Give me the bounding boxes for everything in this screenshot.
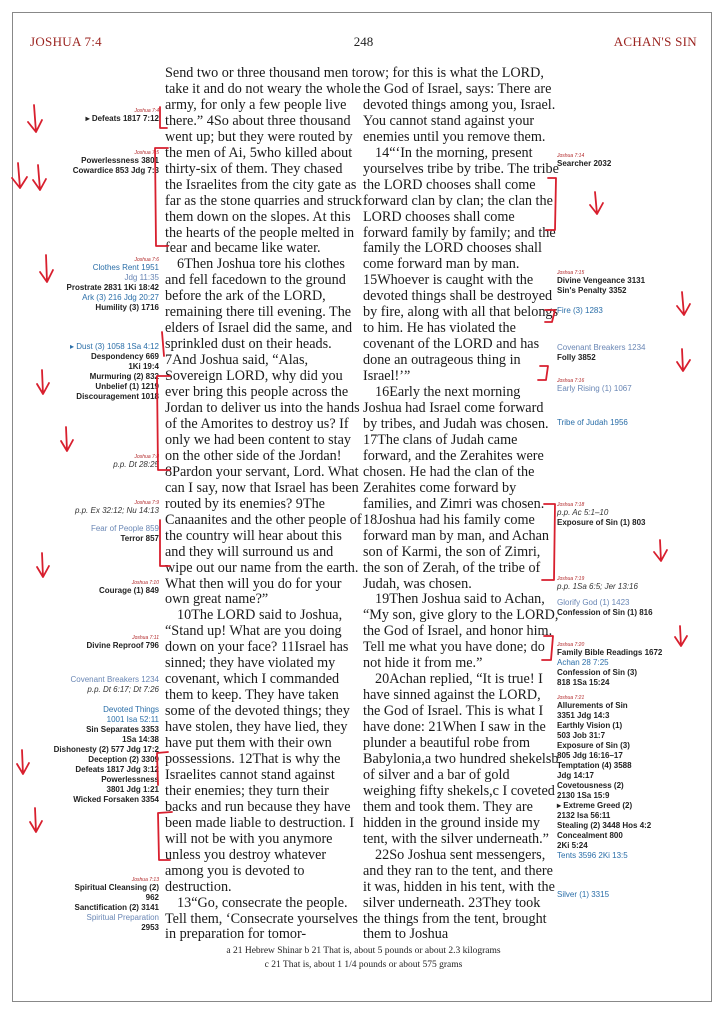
topic-link[interactable]: Confession of Sin (3) <box>557 668 637 677</box>
cross-ref[interactable]: p.p. Ac 5:1–10 <box>557 508 609 517</box>
verse-ref: Joshua 7:9 <box>134 500 159 506</box>
topic-link[interactable]: Stealing (2) 3448 Hos 4:2 <box>557 821 652 830</box>
topic-link[interactable]: Divine Reproof 796 <box>86 641 159 650</box>
topic-link[interactable]: Powerlessness <box>101 775 159 784</box>
verse-ref: Joshua 7:16 <box>557 378 585 384</box>
topic-link[interactable]: Fire (3) 1283 <box>557 306 603 315</box>
margin-ref-group <box>557 576 653 618</box>
topic-link[interactable]: Spiritual Cleansing (2) <box>74 883 159 892</box>
paragraph: Send two or three thousand men to take it and do not weary the whole army, for only a few people live there.” 4So about three thousand went up; but they were routed by the men of Ai, 5who killed about thirty-six of them. They chased the Israelites from the city gate as far as the stone quarries and struck them down on the slopes. At this the hearts of the people melted in fear and became like water. <box>165 65 363 257</box>
cross-ref[interactable]: Jdg 11:35 <box>124 273 159 282</box>
running-head-right: ACHAN'S SIN <box>613 34 697 49</box>
topic-link[interactable]: Powerlessness 3801 <box>81 156 159 165</box>
topic-link[interactable]: Murmuring (2) 832 <box>89 372 159 381</box>
margin-ref-group <box>113 454 159 470</box>
cross-ref[interactable]: p.p. Dt 6:17; Dt 7:26 <box>87 685 159 694</box>
paragraph: 10The LORD said to Joshua, “Stand up! What are you doing down on your face? 11Israel has sinned; they have violated my covenant, which I commanded them to keep. They have taken some of the devoted things; they have stolen, they have lied, they have put them with their own possessions. 12That is why the Israelites cannot stand against their enemies; they turn their backs and run because they have been made liable to destruction. I will not be with you anymore unless you destroy whatever among you is devoted to destruction. <box>165 607 355 895</box>
margin-ref-group <box>73 150 159 176</box>
topic-link[interactable]: ▸ Extreme Greed (2) <box>557 801 633 810</box>
topic-link[interactable]: Concealment 800 <box>557 831 623 840</box>
margin-ref-group <box>87 635 159 651</box>
footnote-line: a 21 Hebrew Shinar b 21 That is, about 5 pounds or about 2.3 kilograms <box>226 946 501 956</box>
topic-link[interactable]: Cowardice 853 Jdg 7:3 <box>72 166 159 175</box>
topic-link[interactable]: Devoted Things <box>103 705 159 714</box>
topic-link[interactable]: Sanctification (2) 3141 <box>74 903 159 912</box>
text-column-left <box>165 66 363 943</box>
cross-ref[interactable]: p.p. Dt 28:25 <box>113 460 159 469</box>
topic-link[interactable]: Family Bible Readings 1672 <box>557 648 663 657</box>
verse-ref: Joshua 7:13 <box>131 877 159 883</box>
topic-link[interactable]: Confession of Sin (1) 816 <box>557 608 653 617</box>
margin-ref-group <box>557 890 609 900</box>
margin-ref-group <box>54 705 159 805</box>
topic-link[interactable]: Allurements of Sin <box>557 701 628 710</box>
cross-ref[interactable]: p.p. Ex 32:12; Nu 14:13 <box>74 506 159 515</box>
margin-ref-group <box>557 695 651 861</box>
cross-ref[interactable]: 2132 Isa 56:11 <box>557 811 611 820</box>
topic-link[interactable]: Covetousness (2) <box>557 781 624 790</box>
margin-ref-group <box>557 153 611 169</box>
verse-ref: Joshua 7:10 <box>131 580 159 586</box>
page-number: 248 <box>353 34 374 49</box>
paragraph: row; for this is what the LORD, the God of Israel, says: There are devoted things among you, Israel. You cannot stand against your enemies until you remove them. <box>363 65 556 145</box>
footnote-line: c 21 That is, about 1 1/4 pounds or about 575 grams <box>264 960 463 970</box>
verse-ref: Joshua 7:14 <box>557 153 585 159</box>
cross-ref[interactable]: 3801 Jdg 1:21 <box>106 785 159 794</box>
topic-link[interactable]: Achan 28 7:25 <box>557 658 609 667</box>
verse-ref: Joshua 7:15 <box>557 270 585 276</box>
paragraph: 13“Go, consecrate the people. Tell them, ‘Consecrate yourselves in preparation for tomor- <box>165 894 358 943</box>
cross-ref[interactable]: 503 Job 31:7 <box>557 731 606 740</box>
verse-ref: Joshua 7:6 <box>134 257 159 263</box>
cross-ref[interactable]: 818 1Sa 15:24 <box>557 678 610 687</box>
verse-ref: Joshua 7:11 <box>132 635 159 641</box>
topic-link[interactable]: Fear of People 859 <box>90 524 159 533</box>
cross-ref[interactable]: 3351 Jdg 14:3 <box>557 711 610 720</box>
topic-link[interactable]: Folly 3852 <box>557 353 596 362</box>
topic-link[interactable]: Early Rising (1) 1067 <box>557 384 632 393</box>
topic-link[interactable]: ▸ Defeats 1817 7:12 <box>85 114 159 123</box>
margin-ref-group <box>75 500 159 544</box>
topic-link[interactable]: Covenant Breakers 1234 <box>557 343 646 352</box>
margin-ref-group <box>557 502 645 528</box>
topic-link[interactable]: Terror 857 <box>120 534 159 543</box>
verse-ref: Joshua 7:18 <box>557 502 585 508</box>
topic-link[interactable]: Glorify God (1) 1423 <box>557 598 630 607</box>
topic-link[interactable]: Deception (2) 3309 <box>88 755 159 764</box>
cross-ref[interactable]: 1Sa 14:38 <box>122 735 159 744</box>
verse-ref: Joshua 7:21 <box>557 695 585 701</box>
topic-link[interactable]: Earthly Vision (1) <box>557 721 623 730</box>
topic-link[interactable]: Sin Separates 3353 <box>86 725 159 734</box>
text-column-right <box>363 66 559 943</box>
topic-link[interactable]: Ark (3) 216 Jdg 20:27 <box>82 293 159 302</box>
topic-link[interactable]: Exposure of Sin (1) 803 <box>557 518 646 527</box>
verse-ref: Joshua 7:4 <box>134 108 159 114</box>
cross-ref[interactable]: 2Ki 5:24 <box>557 841 588 850</box>
topic-link[interactable]: Tribe of Judah 1956 <box>557 418 628 427</box>
topic-link[interactable]: Divine Vengeance 3131 <box>557 276 646 285</box>
topic-link[interactable]: Dishonesty (2) 577 Jdg 17:2 <box>53 745 159 754</box>
topic-link[interactable]: Unbelief (1) 1219 <box>95 382 159 391</box>
topic-link[interactable]: ▸ Dust (3) 1058 1Sa 4:12 <box>70 342 159 351</box>
topic-link[interactable]: Humility (3) 1716 <box>95 303 159 312</box>
topic-link[interactable]: Courage (1) 849 <box>98 586 159 595</box>
margin-ref-group <box>70 342 159 402</box>
margin-ref-group <box>557 270 645 316</box>
paragraph: 6Then Joshua tore his clothes and fell facedown to the ground before the ark of the LORD, remaining there till evening. The elders of Israel did the same, and sprinkled dust on their heads. 7And Joshua said, “Alas, Sovereign LORD, why did you ever bring this people across the Jordan to deliver us into the hands of the Amorites to destroy us? If only we had been content to stay on the other side of the Jordan! 8Pardon your servant, Lord. What can I say, now that Israel has been routed by its enemies? 9The Canaanites and the other people of the country will hear about this and they will surround us and wipe out our name from the earth. What then will you do for your own great name?” <box>165 256 362 608</box>
paragraph: 22So Joshua sent messengers, and they ran to the tent, and there it was, hidden in his tent, with the silver underneath. 23They took the things from the tent, brought them to Joshua <box>363 846 555 943</box>
topic-link[interactable]: Covenant Breakers 1234 <box>70 675 159 684</box>
topic-link[interactable]: Temptation (4) 3588 <box>557 761 632 770</box>
verse-ref: Joshua 7:19 <box>557 576 585 582</box>
cross-ref[interactable]: Jdg 14:17 <box>557 771 594 780</box>
margin-ref-group <box>67 257 160 313</box>
topic-link[interactable]: 1001 Isa 52:11 <box>106 715 159 724</box>
margin-ref-group <box>557 343 646 363</box>
cross-ref[interactable]: 962 <box>145 893 159 902</box>
paragraph: 16Early the next morning Joshua had Israel come forward by tribes, and Judah was chosen. 17The clans of Judah came forward, and the Zerahites were chosen. He had the clan of the Zerahites come forward by families, and Zimri was chosen. 18Joshua had his family come forward man by man, and Achan son of Karmi, the son of Zimri, the son of Zerah, of the tribe of Judah, was chosen. <box>363 384 549 592</box>
paragraph: 20Achan replied, “It is true! I have sinned against the LORD, the God of Israel. This is what I have done: 21When I saw in the plunder a beautiful robe from Babylonia,a two hundred shekelsb of silver and a bar of gold weighing fifty shekels,c I coveted them and took them. They are hidden in the ground inside my tent, with the silver underneath.” <box>363 671 559 847</box>
topic-link[interactable]: Defeats 1817 Jdg 3:12 <box>75 765 159 774</box>
topic-link[interactable]: Clothes Rent 1951 <box>92 263 159 272</box>
topic-link[interactable]: Searcher 2032 <box>557 159 612 168</box>
paragraph: 14“‘In the morning, present yourselves tribe by tribe. The tribe the LORD chooses shall come forward clan by clan; the clan the LORD chooses shall come forward family by family; and the family the LORD chooses shall come forward man by man. 15Whoever is caught with the devoted things shall be destroyed by fire, along with all that belongs to him. He has violated the covenant of the LORD and has done an outrageous thing in Israel!’” <box>363 144 559 385</box>
margin-ref-group <box>86 108 159 124</box>
cross-ref[interactable]: 1Ki 19:4 <box>128 362 159 371</box>
cross-ref[interactable]: 805 Jdg 16:16–17 <box>557 751 623 760</box>
topic-link[interactable]: Despondency 669 <box>90 352 159 361</box>
topic-link[interactable]: Prostrate 2831 1Ki 18:42 <box>66 283 159 292</box>
verse-ref: Joshua 7:8 <box>134 454 159 460</box>
margin-ref-group <box>75 877 159 933</box>
margin-ref-group <box>71 675 160 695</box>
cross-ref[interactable]: 2953 <box>141 923 159 932</box>
margin-ref-group <box>557 642 662 688</box>
topic-link[interactable]: Silver (1) 3315 <box>557 890 610 899</box>
cross-ref[interactable]: p.p. 1Sa 6:5; Jer 13:16 <box>557 582 638 591</box>
topic-link[interactable]: Sin's Penalty 3352 <box>557 286 627 295</box>
topic-link[interactable]: Discouragement 1018 <box>76 392 159 401</box>
verse-ref: Joshua 7:5 <box>134 150 159 156</box>
topic-link[interactable]: Spiritual Preparation <box>86 913 159 922</box>
verse-ref: Joshua 7:20 <box>557 642 585 648</box>
topic-link[interactable]: Tents 3596 2Ki 13:5 <box>557 851 628 860</box>
margin-ref-group <box>99 580 159 596</box>
running-head-left: JOSHUA 7:4 <box>30 34 102 49</box>
paragraph: 19Then Joshua said to Achan, “My son, give glory to the LORD, the God of Israel, and honor him. Tell me what you have done; do not hide it from me.” <box>363 591 559 672</box>
margin-ref-group <box>557 378 632 394</box>
cross-ref[interactable]: 2130 1Sa 15:9 <box>557 791 610 800</box>
topic-link[interactable]: Exposure of Sin (3) <box>557 741 630 750</box>
topic-link[interactable]: Wicked Forsaken 3354 <box>73 795 159 804</box>
margin-ref-group <box>557 418 628 428</box>
